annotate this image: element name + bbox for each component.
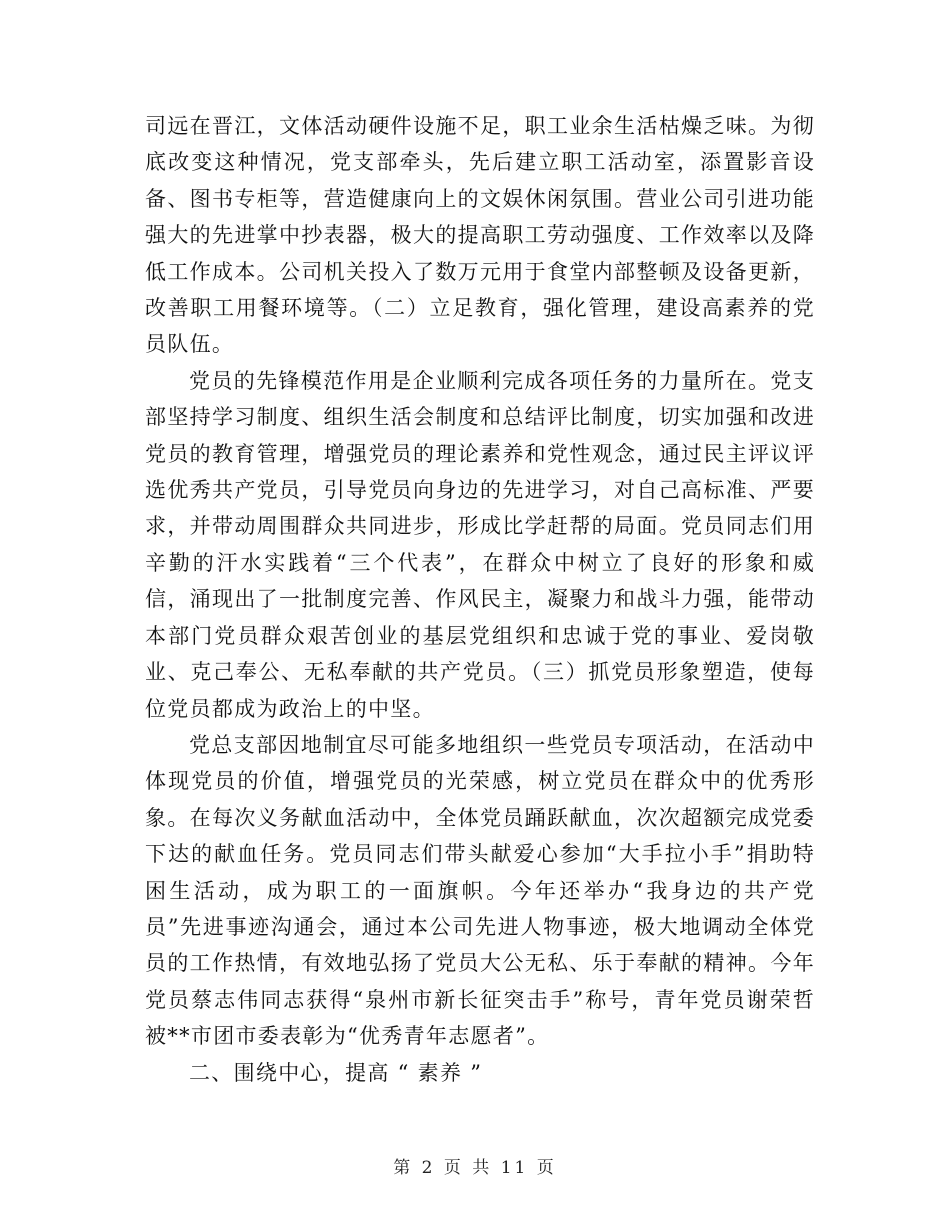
document-body: [145, 108, 815, 1091]
section-heading: 二、围绕中心，提高 “ 素养 ”: [189, 1060, 483, 1085]
paragraph-party-member-role: 党员的先锋模范作用是企业顺利完成各项任务的力量所在。党支部坚持学习制度、组织生活会制度和总结评比制度，切实加强和改进党员的教育管理，增强党员的理论素养和党性观念，通过民主评议评选优秀共产党员，引导党员向身边的先进学习，对自己高标准、严要求，并带动周围群众共同进步，形成比学赶帮的局面。党员同志们用辛勤的汗水实践着“三个代表”，在群众中树立了良好的形象和威信，涌现出了一批制度完善、作风民主，凝聚力和战斗力强，能带动本部门党员群众艰苦创业的基层党组织和忠诚于党的事业、爱岗敬业、克己奉公、无私奉献的共产党员。（三）抓党员形象塑造，使每位党员都成为政治上的中坚。: [145, 368, 815, 721]
paragraph-continued: 司远在晋江，文体活动硬件设施不足，职工业余生活枯燥乏味。为彻底改变这种情况，党支部牵头，先后建立职工活动室，添置影音设备、图书专柜等，营造健康向上的文娱休闲氛围。营业公司引进功能强大的先进掌中抄表器，极大的提高职工劳动强度、工作效率以及降低工作成本。公司机关投入了数万元用于食堂内部整顿及设备更新，改善职工用餐环境等。（二）立足教育，强化管理，建设高素养的党员队伍。: [145, 114, 815, 357]
page-number-footer: 第 2 页 共 11 页: [393, 1158, 557, 1178]
paragraph-special-activities: 党总支部因地制宜尽可能多地组织一些党员专项活动，在活动中体现党员的价值，增强党员的光荣感，树立党员在群众中的优秀形象。在每次义务献血活动中，全体党员踊跃献血，次次超额完成党委下达的献血任务。党员同志们带头献爱心参加“大手拉小手”捐助特困生活动，成为职工的一面旗帜。今年还举办“我身边的共产党员”先进事迹沟通会，通过本公司先进人物事迹，极大地调动全体党员的工作热情，有效地弘扬了党员大公无私、乐于奉献的精神。今年党员蔡志伟同志获得“泉州市新长征突击手”称号，青年党员谢荣哲被**市团市委表彰为“优秀青年志愿者”。: [145, 732, 815, 1049]
